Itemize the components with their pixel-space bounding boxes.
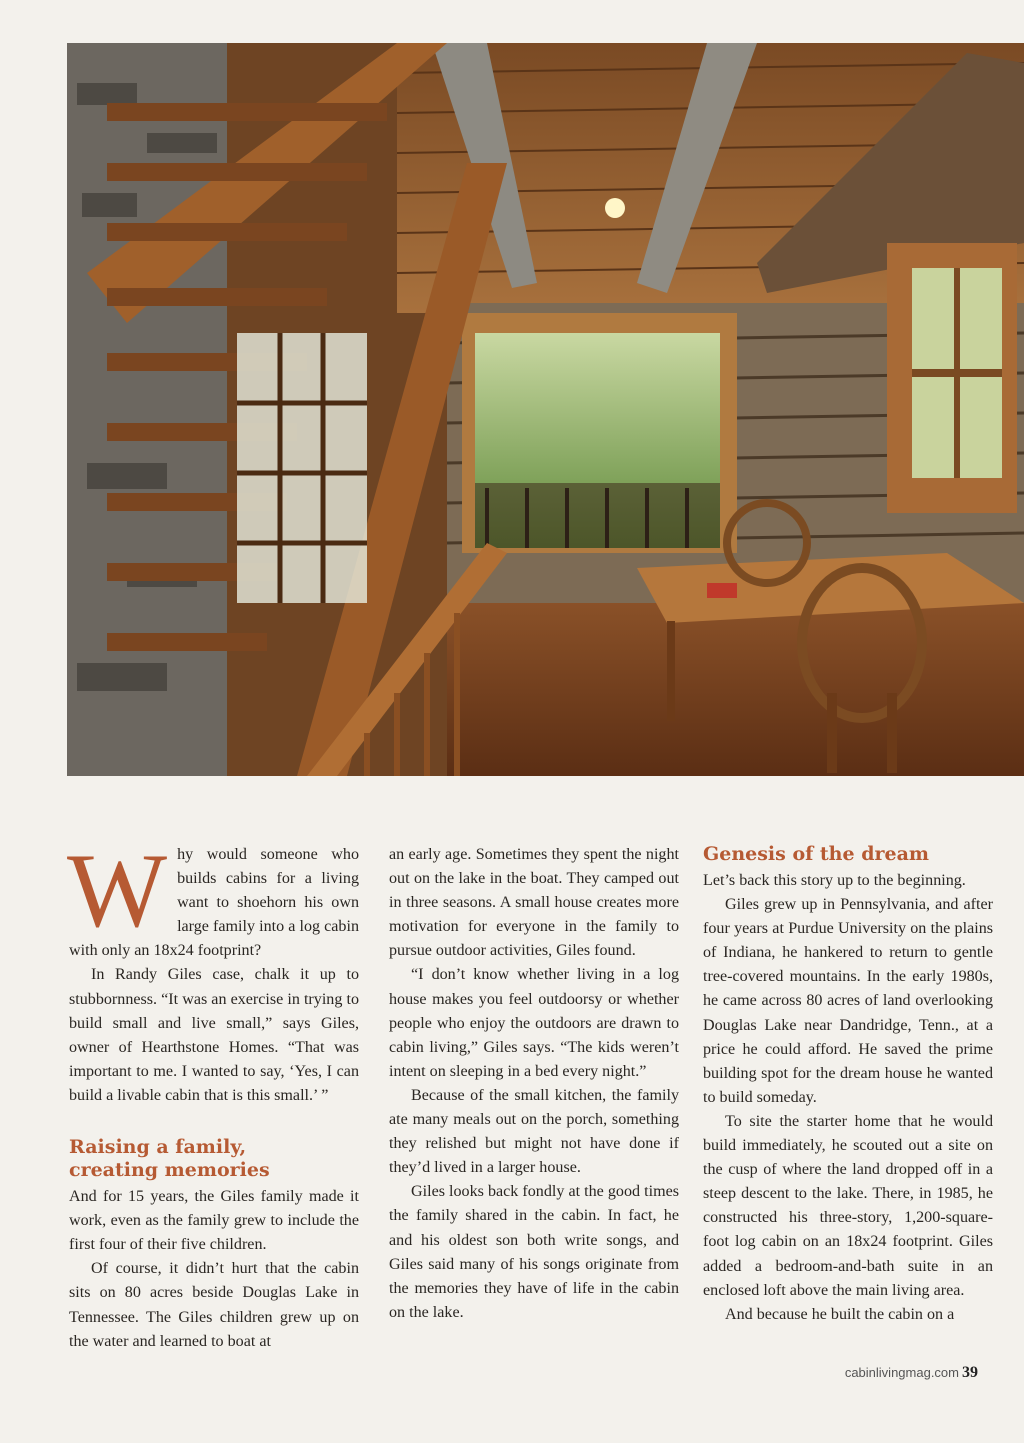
paragraph: an early age. Sometimes they spent the night out on the lake in the boat. They camped out in three seasons. A small house creates more motivation for everyone in the family to pursue outdoor activities, Giles found. [389,846,679,960]
cabin-interior-illustration [67,43,1024,776]
column-2 [389,843,679,1325]
paragraph: And for 15 years, the Giles family made it work, even as the family grew to include the first four of their five children. [69,1188,359,1254]
paragraph: Because of the small kitchen, the family ate many meals out on the porch, something they relished but might not have done if they’d lived in a larger house. [389,1086,679,1177]
subhead-raising-family [69,1136,359,1182]
paragraph: Of course, it didn’t hurt that the cabin sits on 80 acres beside Douglas Lake in Tennessee. The Giles children grew up on the water and learned to boat at [69,1260,359,1350]
paragraph: Giles looks back fondly at the good times the family shared in the cabin. In fact, he and his oldest son both write songs, and Giles said many of his songs originate from the memories they have of life in the cabin on the lake. [389,1183,679,1321]
cabin-interior-photo [67,43,1024,776]
footer-site: cabinlivingmag.com [844,1365,959,1380]
paragraph: And because he built the cabin on a [725,1305,955,1323]
lead-text: hy would someone who builds cabins for a living want to shoehorn his own large family into a log cabin with only an 18x24 footprint? [69,846,359,960]
lead-paragraph [67,832,359,963]
paragraph: Giles grew up in Pennsylvania, and after four years at Purdue University on the plains of Indiana, he hankered to return to gentle tree-covered mountains. In the early 1980s, he came across 80 acres of land overlooking Douglas Lake near Dandridge, Tenn., at a price he could afford. He saved the prime building spot for the dream house he wanted to build someday. [703,896,993,1106]
page-number: 39 [962,1364,978,1381]
page-footer [845,1364,978,1382]
subhead-genesis: Genesis of the dream [703,843,929,865]
subhead-line: Raising a family, [69,1136,247,1159]
subhead-line: creating memories [69,1159,270,1182]
column-3 [703,843,993,1327]
paragraph: To site the starter home that he would build immediately, he scouted out a site on the cusp of where the land dropped off in a steep descent to the lake. There, in 1985, he constructed his three-story, 1,200-square-foot log cabin on an 18x24 footprint. Giles added a bedroom-and-bath suite in an enclosed loft above the main living area. [703,1112,993,1299]
paragraph: Let’s back this story up to the beginning. [703,872,966,889]
drop-cap: W [67,832,168,949]
paragraph: “I don’t know whether living in a log house makes you feel outdoorsy or whether people who enjoy the outdoors are drawn to cabin living,” Giles says. “The kids weren’t intent on sleeping in a bed every night.” [389,966,679,1080]
paragraph: In Randy Giles case, chalk it up to stubbornness. “It was an exercise in trying to build small and live small,” says Giles, owner of Hearthstone Homes. “That was important to me. I wanted to say, ‘Yes, I can build a livable cabin that is this small.’ ” [69,966,359,1104]
column-1 [67,832,359,1354]
